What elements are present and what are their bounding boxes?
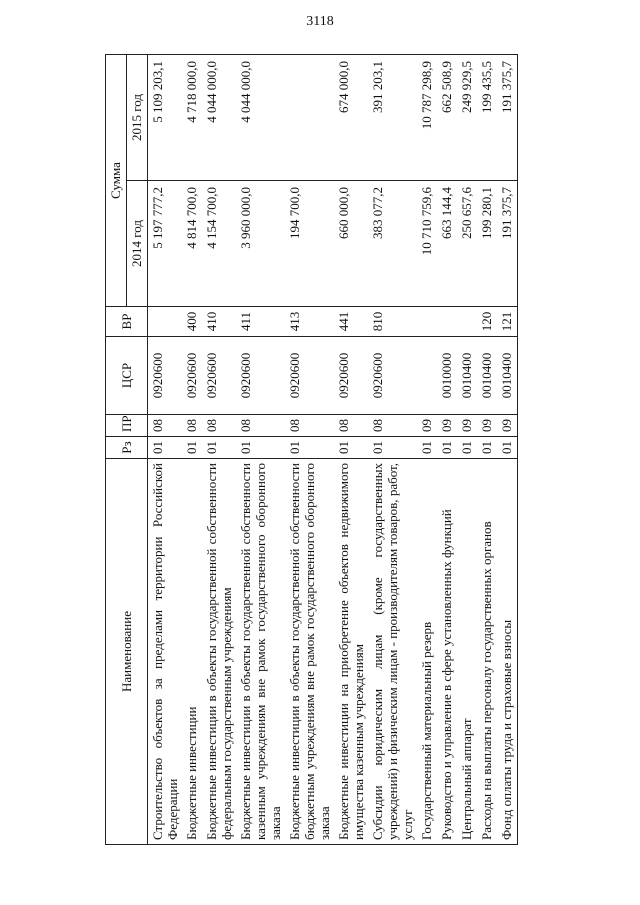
- table-row: [437, 55, 457, 845]
- page-number: 3118: [306, 14, 334, 29]
- table-row: [285, 55, 334, 845]
- header-csr: ЦСР: [106, 337, 148, 415]
- header-sum: Сумма: [106, 55, 127, 307]
- cell-y1: 4 814 700,0: [182, 181, 202, 307]
- cell-csr: 0920600: [148, 337, 183, 415]
- cell-csr: 0920600: [285, 337, 334, 415]
- cell-csr: 0920600: [202, 337, 236, 415]
- cell-name: Руководство и управление в сфере установленных функций: [437, 459, 457, 845]
- cell-name: Бюджетные инвестиции в объекты государственной собственности федеральным государственным учреждениям: [202, 459, 236, 845]
- cell-name: Расходы на выплаты персоналу государственных органов: [477, 459, 497, 845]
- cell-rz: 01: [437, 437, 457, 459]
- cell-y2: 674 000,0: [334, 55, 368, 181]
- cell-rz: 01: [368, 437, 417, 459]
- header-rz: Рз: [106, 437, 148, 459]
- cell-y1: 3 960 000,0: [236, 181, 285, 307]
- cell-y1: 5 197 777,2: [148, 181, 183, 307]
- table-row: [236, 55, 285, 845]
- cell-name: Бюджетные инвестиции в объекты государственной собственности казенным учреждениям вне рамок государственного оборонного заказа: [236, 459, 285, 845]
- cell-y2: 199 435,5: [477, 55, 497, 181]
- cell-rz: 01: [457, 437, 477, 459]
- cell-vr: 810: [368, 307, 417, 337]
- cell-y1: 199 280,1: [477, 181, 497, 307]
- table-row: [368, 55, 417, 845]
- cell-pr: 08: [334, 415, 368, 437]
- cell-rz: 01: [202, 437, 236, 459]
- cell-rz: 01: [417, 437, 437, 459]
- cell-vr: [457, 307, 477, 337]
- header-year-2015: 2015 год: [127, 55, 148, 181]
- cell-pr: 09: [457, 415, 477, 437]
- budget-table-sheet: [105, 55, 575, 845]
- cell-y2: 391 203,1: [368, 55, 417, 181]
- cell-rz: 01: [477, 437, 497, 459]
- table-row: [457, 55, 477, 845]
- cell-pr: 08: [202, 415, 236, 437]
- cell-y1: 194 700,0: [285, 181, 334, 307]
- cell-vr: [437, 307, 457, 337]
- cell-vr: 413: [285, 307, 334, 337]
- cell-name: Фонд оплаты труда и страховые взносы: [497, 459, 518, 845]
- cell-y1: 383 077,2: [368, 181, 417, 307]
- cell-name: Субсидии юридическим лицам (кроме государственных учреждений) и физическим лицам - производителям товаров, работ, услуг: [368, 459, 417, 845]
- cell-pr: 08: [285, 415, 334, 437]
- cell-pr: 08: [182, 415, 202, 437]
- cell-y1: 663 144,4: [437, 181, 457, 307]
- cell-pr: 09: [477, 415, 497, 437]
- header-pr: ПР: [106, 415, 148, 437]
- cell-y2: [285, 55, 334, 181]
- cell-rz: 01: [285, 437, 334, 459]
- cell-name: Центральный аппарат: [457, 459, 477, 845]
- table-header: [106, 55, 148, 845]
- cell-y2: 4 718 000,0: [182, 55, 202, 181]
- cell-vr: 441: [334, 307, 368, 337]
- cell-vr: [417, 307, 437, 337]
- cell-vr: 410: [202, 307, 236, 337]
- cell-rz: 01: [334, 437, 368, 459]
- cell-vr: 400: [182, 307, 202, 337]
- cell-pr: 08: [148, 415, 183, 437]
- cell-y2: 249 929,5: [457, 55, 477, 181]
- cell-y2: 4 044 000,0: [236, 55, 285, 181]
- cell-csr: [417, 337, 437, 415]
- cell-y1: 191 375,7: [497, 181, 518, 307]
- cell-name: Бюджетные инвестиции на приобретение объектов недвижимого имущества казенным учреждениям: [334, 459, 368, 845]
- table-row: [334, 55, 368, 845]
- cell-rz: 01: [148, 437, 183, 459]
- cell-y1: 4 154 700,0: [202, 181, 236, 307]
- cell-rz: 01: [236, 437, 285, 459]
- cell-y1: 660 000,0: [334, 181, 368, 307]
- cell-csr: 0010400: [497, 337, 518, 415]
- cell-y1: 10 710 759,6: [417, 181, 437, 307]
- cell-y1: 250 657,6: [457, 181, 477, 307]
- cell-y2: 4 044 000,0: [202, 55, 236, 181]
- cell-pr: 09: [417, 415, 437, 437]
- cell-y2: 10 787 298,9: [417, 55, 437, 181]
- cell-vr: 121: [497, 307, 518, 337]
- table-row: [477, 55, 497, 845]
- cell-csr: 0920600: [236, 337, 285, 415]
- table-row: [182, 55, 202, 845]
- cell-y2: 662 508,9: [437, 55, 457, 181]
- cell-vr: 411: [236, 307, 285, 337]
- cell-pr: 09: [437, 415, 457, 437]
- cell-pr: 08: [368, 415, 417, 437]
- cell-rz: 01: [182, 437, 202, 459]
- cell-y2: 191 375,7: [497, 55, 518, 181]
- cell-csr: 0920600: [182, 337, 202, 415]
- table-row: [202, 55, 236, 845]
- cell-y2: 5 109 203,1: [148, 55, 183, 181]
- cell-pr: 08: [236, 415, 285, 437]
- cell-rz: 01: [497, 437, 518, 459]
- header-name: Наименование: [106, 459, 148, 845]
- cell-csr: 0010000: [437, 337, 457, 415]
- cell-csr: 0920600: [368, 337, 417, 415]
- cell-csr: 0010400: [477, 337, 497, 415]
- table-row: [417, 55, 437, 845]
- cell-pr: 09: [497, 415, 518, 437]
- table-row: [497, 55, 518, 845]
- cell-name: Бюджетные инвестиции: [182, 459, 202, 845]
- budget-table: [105, 54, 518, 845]
- table-body: [148, 55, 518, 845]
- cell-vr: 120: [477, 307, 497, 337]
- cell-name: Государственный материальный резерв: [417, 459, 437, 845]
- cell-name: Строительство объектов за пределами территории Российской Федерации: [148, 459, 183, 845]
- table-row: [148, 55, 183, 845]
- cell-vr: [148, 307, 183, 337]
- cell-csr: 0920600: [334, 337, 368, 415]
- header-vr: ВР: [106, 307, 148, 337]
- cell-name: Бюджетные инвестиции в объекты государственной собственности бюджетным учреждениям вне рамок государственного оборонного заказа: [285, 459, 334, 845]
- cell-csr: 0010400: [457, 337, 477, 415]
- header-year-2014: 2014 год: [127, 181, 148, 307]
